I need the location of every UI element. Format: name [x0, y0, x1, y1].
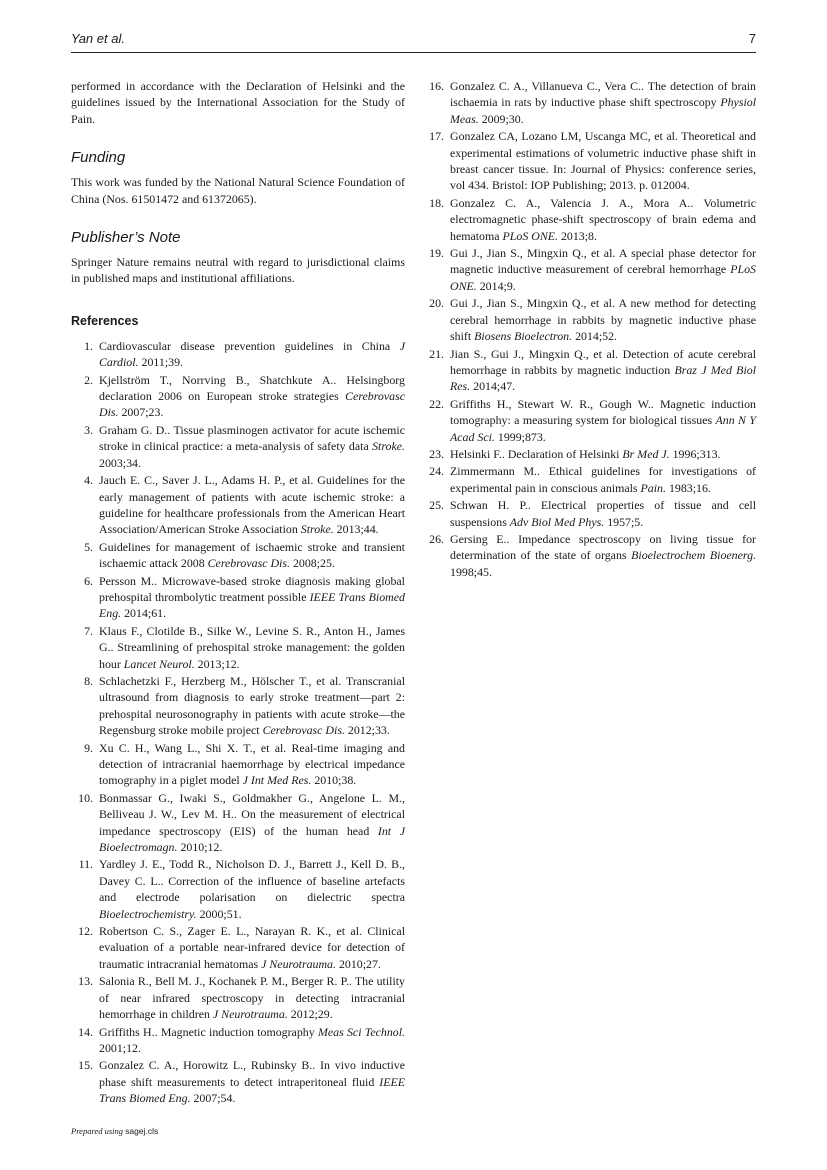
reference-number: 8.	[84, 673, 93, 688]
reference-year-volume: 2007;23.	[118, 405, 164, 420]
reference-text	[450, 463, 756, 496]
intro-paragraph: performed in accordance with the Declaration of Helsinki and the guidelines issued by the International Association for the Study of Pain.	[71, 79, 405, 126]
reference-number: 2.	[84, 372, 93, 387]
reference-authors-title: Gui J., Jian S., Mingxin Q., et al. A new method for detecting cerebral hemorrhage in rabbits by magnetic inductive phase shift	[450, 296, 756, 344]
reference-year-volume: 2010;12.	[177, 840, 223, 855]
reference-number: 15.	[78, 1058, 93, 1073]
footer-prepared-using: Prepared using	[71, 1126, 126, 1136]
reference-number: 1.	[84, 338, 93, 353]
reference-year-volume: 2007;54.	[190, 1091, 236, 1106]
reference-item	[71, 1024, 405, 1057]
reference-number: 24.	[429, 464, 444, 479]
funding-heading: Funding	[71, 149, 126, 167]
reference-authors-title: Bonmassar G., Iwaki S., Goldmakher G., Angelone L. M., Belliveau J. W., Lev M. H.. On the measurement of electrical impedance spectroscopy (EIS) of the human head	[99, 790, 405, 838]
reference-year-volume: 2012;33.	[344, 723, 390, 738]
reference-year-volume: 2014;52.	[572, 329, 618, 344]
reference-item	[422, 245, 756, 294]
reference-text	[450, 396, 756, 445]
reference-journal: Ann N Y Acad Sci.	[450, 413, 756, 444]
reference-authors-title: Helsinki F.. Declaration of Helsinki	[450, 446, 623, 461]
reference-year-volume: 1998;45.	[450, 564, 492, 579]
reference-authors-title: Jian S., Gui J., Mingxin Q., et al. Detection of acute cerebral hemorrhage in rabbits by magnetic induction	[450, 346, 756, 377]
reference-text	[99, 973, 405, 1022]
reference-item	[422, 531, 756, 580]
reference-number: 13.	[78, 974, 93, 989]
reference-item	[71, 856, 405, 922]
reference-number: 5.	[84, 539, 93, 554]
reference-authors-title: Xu C. H., Wang L., Shi X. T., et al. Real-time imaging and detection of intracranial haemorrhage by electrical impedance tomography in a piglet model	[99, 740, 405, 788]
funding-text: This work was funded by the National Natural Science Foundation of China (Nos. 61501472 and 61372065).	[71, 175, 405, 206]
reference-journal: J Neurotrauma.	[212, 1007, 288, 1022]
reference-authors-title: Yardley J. E., Todd R., Nicholson D. J., Barrett J., Kell D. B., Davey C. L.. Correction of the influence of baseline artefacts and electrode polarisation on dielectric spectra	[99, 857, 405, 905]
reference-text	[99, 573, 405, 622]
reference-journal: Biosens Bioelectron.	[474, 329, 573, 344]
reference-number: 21.	[429, 346, 444, 361]
reference-authors-title: Persson M.. Microwave-based stroke diagnosis making global prehospital thrombolytic treatment possible	[99, 573, 405, 604]
publisher-note-heading: Publisher’s Note	[71, 229, 181, 247]
reference-text	[99, 673, 405, 739]
reference-item	[422, 295, 756, 344]
reference-journal: J Int Med Res.	[242, 773, 312, 788]
reference-text	[99, 539, 405, 572]
reference-year-volume: 1996;313.	[669, 446, 721, 461]
reference-journal: J Cardiol.	[99, 338, 405, 370]
reference-authors-title: Griffiths H., Stewart W. R., Gough W.. Magnetic induction tomography: a measuring system for biological tissues	[450, 396, 756, 428]
reference-journal: Braz J Med Biol Res.	[450, 362, 756, 394]
reference-number: 14.	[78, 1024, 93, 1039]
reference-authors-title: Cardiovascular disease prevention guidelines in China	[99, 338, 400, 353]
reference-authors-title: Gonzalez C. A., Valencia J. A., Mora A.. Volumetric electromagnetic phase-shift spectroscopy of brain edema and hematoma	[450, 195, 756, 243]
reference-number: 17.	[429, 129, 444, 144]
reference-item	[71, 539, 405, 572]
reference-text	[99, 338, 405, 371]
references-heading: References	[71, 313, 139, 328]
reference-authors-title: Robertson C. S., Zager E. L., Narayan R. K., et al. Clinical evaluation of a portable near-infrared device for detection of traumatic intracranial hematomas	[99, 924, 405, 971]
reference-authors-title: Jauch E. C., Saver J. L., Adams H. P., et al. Guidelines for the early management of patients with acute ischemic stroke: a guideline for healthcare professionals from the American Heart Association/American Stroke Association	[99, 473, 405, 537]
reference-authors-title: Kjellström T., Norrving B., Shatchkute A.. Helsingborg declaration 2006 on European stroke strategies	[99, 372, 405, 404]
reference-authors-title: Klaus F., Clotilde B., Silke W., Levine S. R., Anton H., James G.. Streamlining of prehospital stroke management: the golden hour	[99, 623, 405, 671]
reference-authors-title: Gonzalez C. A., Horowitz L., Rubinsky B.. In vivo inductive phase shift measurements to detect intraperitoneal fluid	[99, 1058, 405, 1089]
reference-authors-title: Gersing E.. Impedance spectroscopy on living tissue for determination of the state of organs	[450, 531, 756, 563]
reference-item	[422, 396, 756, 445]
reference-number: 18.	[429, 195, 444, 210]
reference-text	[99, 923, 405, 972]
header-rule	[71, 52, 756, 53]
reference-item	[422, 78, 756, 127]
reference-text	[450, 346, 756, 395]
reference-journal: J Neurotrauma.	[261, 956, 336, 971]
reference-journal: Pain.	[640, 480, 666, 495]
reference-number: 16.	[429, 79, 444, 93]
reference-number: 10.	[78, 790, 93, 805]
reference-year-volume: 2008;25.	[289, 556, 335, 571]
reference-item	[71, 673, 405, 739]
reference-item	[422, 463, 756, 496]
reference-text	[99, 623, 405, 672]
reference-journal: Cerebrovasc Dis.	[262, 723, 345, 738]
reference-journal: Stroke.	[300, 522, 334, 537]
running-header-title: Yan et al.	[71, 31, 125, 46]
reference-text	[99, 372, 405, 421]
reference-journal: Adv Biol Med Phys.	[509, 514, 605, 529]
reference-item	[71, 573, 405, 622]
reference-item	[422, 446, 756, 462]
reference-journal: IEEE Trans Biomed Eng.	[99, 1074, 405, 1106]
reference-journal: Bioelectrochem Bioenerg.	[631, 548, 756, 563]
reference-text	[450, 128, 756, 194]
reference-text	[99, 472, 405, 538]
reference-authors-title: Griffiths H.. Magnetic induction tomography	[99, 1024, 318, 1039]
reference-authors-title: Gonzalez C. A., Villanueva C., Vera C.. The detection of brain ischaemia in rats by inductive phase shift spectroscopy	[450, 79, 756, 110]
reference-item	[71, 472, 405, 538]
reference-year-volume: 2013;8.	[558, 228, 597, 243]
reference-text	[450, 78, 756, 127]
reference-text	[450, 245, 756, 294]
reference-text	[99, 740, 405, 789]
reference-authors-title: Schwan H. P.. Electrical properties of tissue and cell suspensions	[450, 498, 756, 529]
reference-year-volume: 2001;12.	[99, 1040, 141, 1055]
reference-item	[71, 1057, 405, 1106]
reference-item	[71, 623, 405, 672]
reference-text	[450, 446, 756, 462]
reference-number: 20.	[429, 296, 444, 311]
reference-year-volume: 2012;29.	[287, 1007, 333, 1022]
reference-journal: IEEE Trans Biomed Eng.	[99, 589, 405, 621]
reference-text	[450, 497, 756, 530]
reference-journal: Cerebrovasc Dis.	[99, 389, 405, 420]
reference-number: 11.	[78, 857, 93, 872]
reference-journal: Physiol Meas.	[450, 95, 756, 126]
reference-text	[99, 856, 405, 922]
reference-journal: Int J Bioelectromagn.	[99, 823, 405, 855]
reference-text	[450, 195, 756, 244]
reference-authors-title: Zimmermann M.. Ethical guidelines for investigations of experimental pain in conscious animals	[450, 464, 756, 495]
reference-number: 12.	[78, 924, 93, 939]
reference-authors-title: Gui J., Jian S., Mingxin Q., et al. A special phase detector for magnetic inductive measurement of cerebral hemorrhage	[450, 246, 756, 277]
reference-year-volume: 2013;12.	[194, 656, 240, 671]
reference-year-volume: 1999;873.	[494, 429, 546, 444]
reference-journal: Meas Sci Technol.	[317, 1024, 405, 1039]
reference-number: 19.	[429, 246, 444, 261]
reference-year-volume: 2011;39.	[138, 355, 184, 370]
reference-year-volume: 2010;27.	[335, 956, 381, 971]
reference-journal: PLoS ONE.	[502, 228, 558, 243]
footer	[71, 1126, 158, 1136]
reference-number: 9.	[84, 740, 93, 755]
reference-text	[99, 790, 405, 856]
reference-year-volume: 2013;44.	[333, 522, 379, 537]
reference-authors-title: Guidelines for management of ischaemic stroke and transient ischaemic attack 2008	[99, 539, 405, 571]
reference-number: 4.	[84, 473, 93, 488]
reference-item	[71, 790, 405, 856]
reference-year-volume: 1957;5.	[604, 514, 644, 529]
reference-list-left	[71, 338, 405, 1107]
reference-authors-title: Gonzalez CA, Lozano LM, Uscanga MC, et al. Theoretical and experimental estimations of volumetric inductive phase shift in breast cancer tissue. In: Journal of Physics: conference series, vol 434. Bristol: IOP Publishing; 2013. p. 012004.	[450, 129, 756, 193]
reference-journal: Br Med J.	[622, 446, 670, 461]
reference-number: 23.	[429, 446, 444, 461]
right-column	[422, 78, 756, 581]
reference-year-volume: 1983;16.	[665, 480, 711, 495]
reference-journal: Stroke.	[372, 439, 405, 454]
reference-year-volume: 2014;47.	[470, 379, 516, 394]
reference-authors-title: Graham G. D.. Tissue plasminogen activator for acute ischemic stroke in clinical practice: a meta-analysis of safety data	[99, 422, 405, 454]
reference-item	[71, 923, 405, 972]
reference-list-right	[422, 78, 756, 580]
left-column	[71, 78, 405, 1108]
reference-text	[99, 422, 405, 471]
reference-year-volume: 2003;34.	[99, 455, 141, 470]
reference-item	[71, 338, 405, 371]
page-number: 7	[748, 31, 756, 46]
reference-text	[450, 295, 756, 344]
reference-number: 25.	[429, 498, 444, 513]
reference-year-volume: 2014;9.	[476, 278, 516, 293]
reference-item	[71, 422, 405, 471]
reference-year-volume: 2010;38.	[311, 773, 357, 788]
reference-number: 3.	[84, 422, 93, 437]
reference-year-volume: 2014;61.	[121, 606, 167, 621]
reference-journal: Cerebrovasc Dis.	[207, 556, 290, 571]
reference-text	[99, 1024, 405, 1057]
reference-item	[71, 973, 405, 1022]
footer-class-file: sagej.cls	[125, 1126, 159, 1136]
reference-item	[422, 128, 756, 194]
reference-item	[422, 195, 756, 244]
reference-number: 7.	[84, 623, 93, 638]
reference-authors-title: Schlachetzki F., Herzberg M., Hölscher T., et al. Transcranial ultrasound from diagnosis to early stroke treatment—part 2: prehospital neurosonography in patients with acute stroke—the Regensburg stroke mobile project	[99, 673, 405, 738]
publisher-note-text: Springer Nature remains neutral with regard to jurisdictional claims in published maps and institutional affiliations.	[71, 255, 405, 286]
reference-authors-title: Salonia R., Bell M. J., Kochanek P. M., Berger R. P.. The utility of near infrared spectroscopy in detecting intracranial hemorrhage in children	[99, 974, 405, 1022]
reference-year-volume: 2000;51.	[196, 906, 242, 921]
reference-year-volume: 2009;30.	[478, 111, 524, 126]
reference-journal: PLoS ONE.	[450, 262, 756, 293]
reference-text	[99, 1057, 405, 1106]
reference-journal: Lancet Neurol.	[123, 656, 195, 671]
reference-number: 22.	[429, 396, 444, 411]
reference-number: 6.	[84, 573, 93, 588]
reference-item	[71, 740, 405, 789]
reference-item	[71, 372, 405, 421]
reference-item	[422, 346, 756, 395]
reference-item	[422, 497, 756, 530]
reference-journal: Bioelectrochemistry.	[99, 906, 197, 921]
reference-text	[450, 531, 756, 580]
reference-number: 26.	[429, 531, 444, 546]
